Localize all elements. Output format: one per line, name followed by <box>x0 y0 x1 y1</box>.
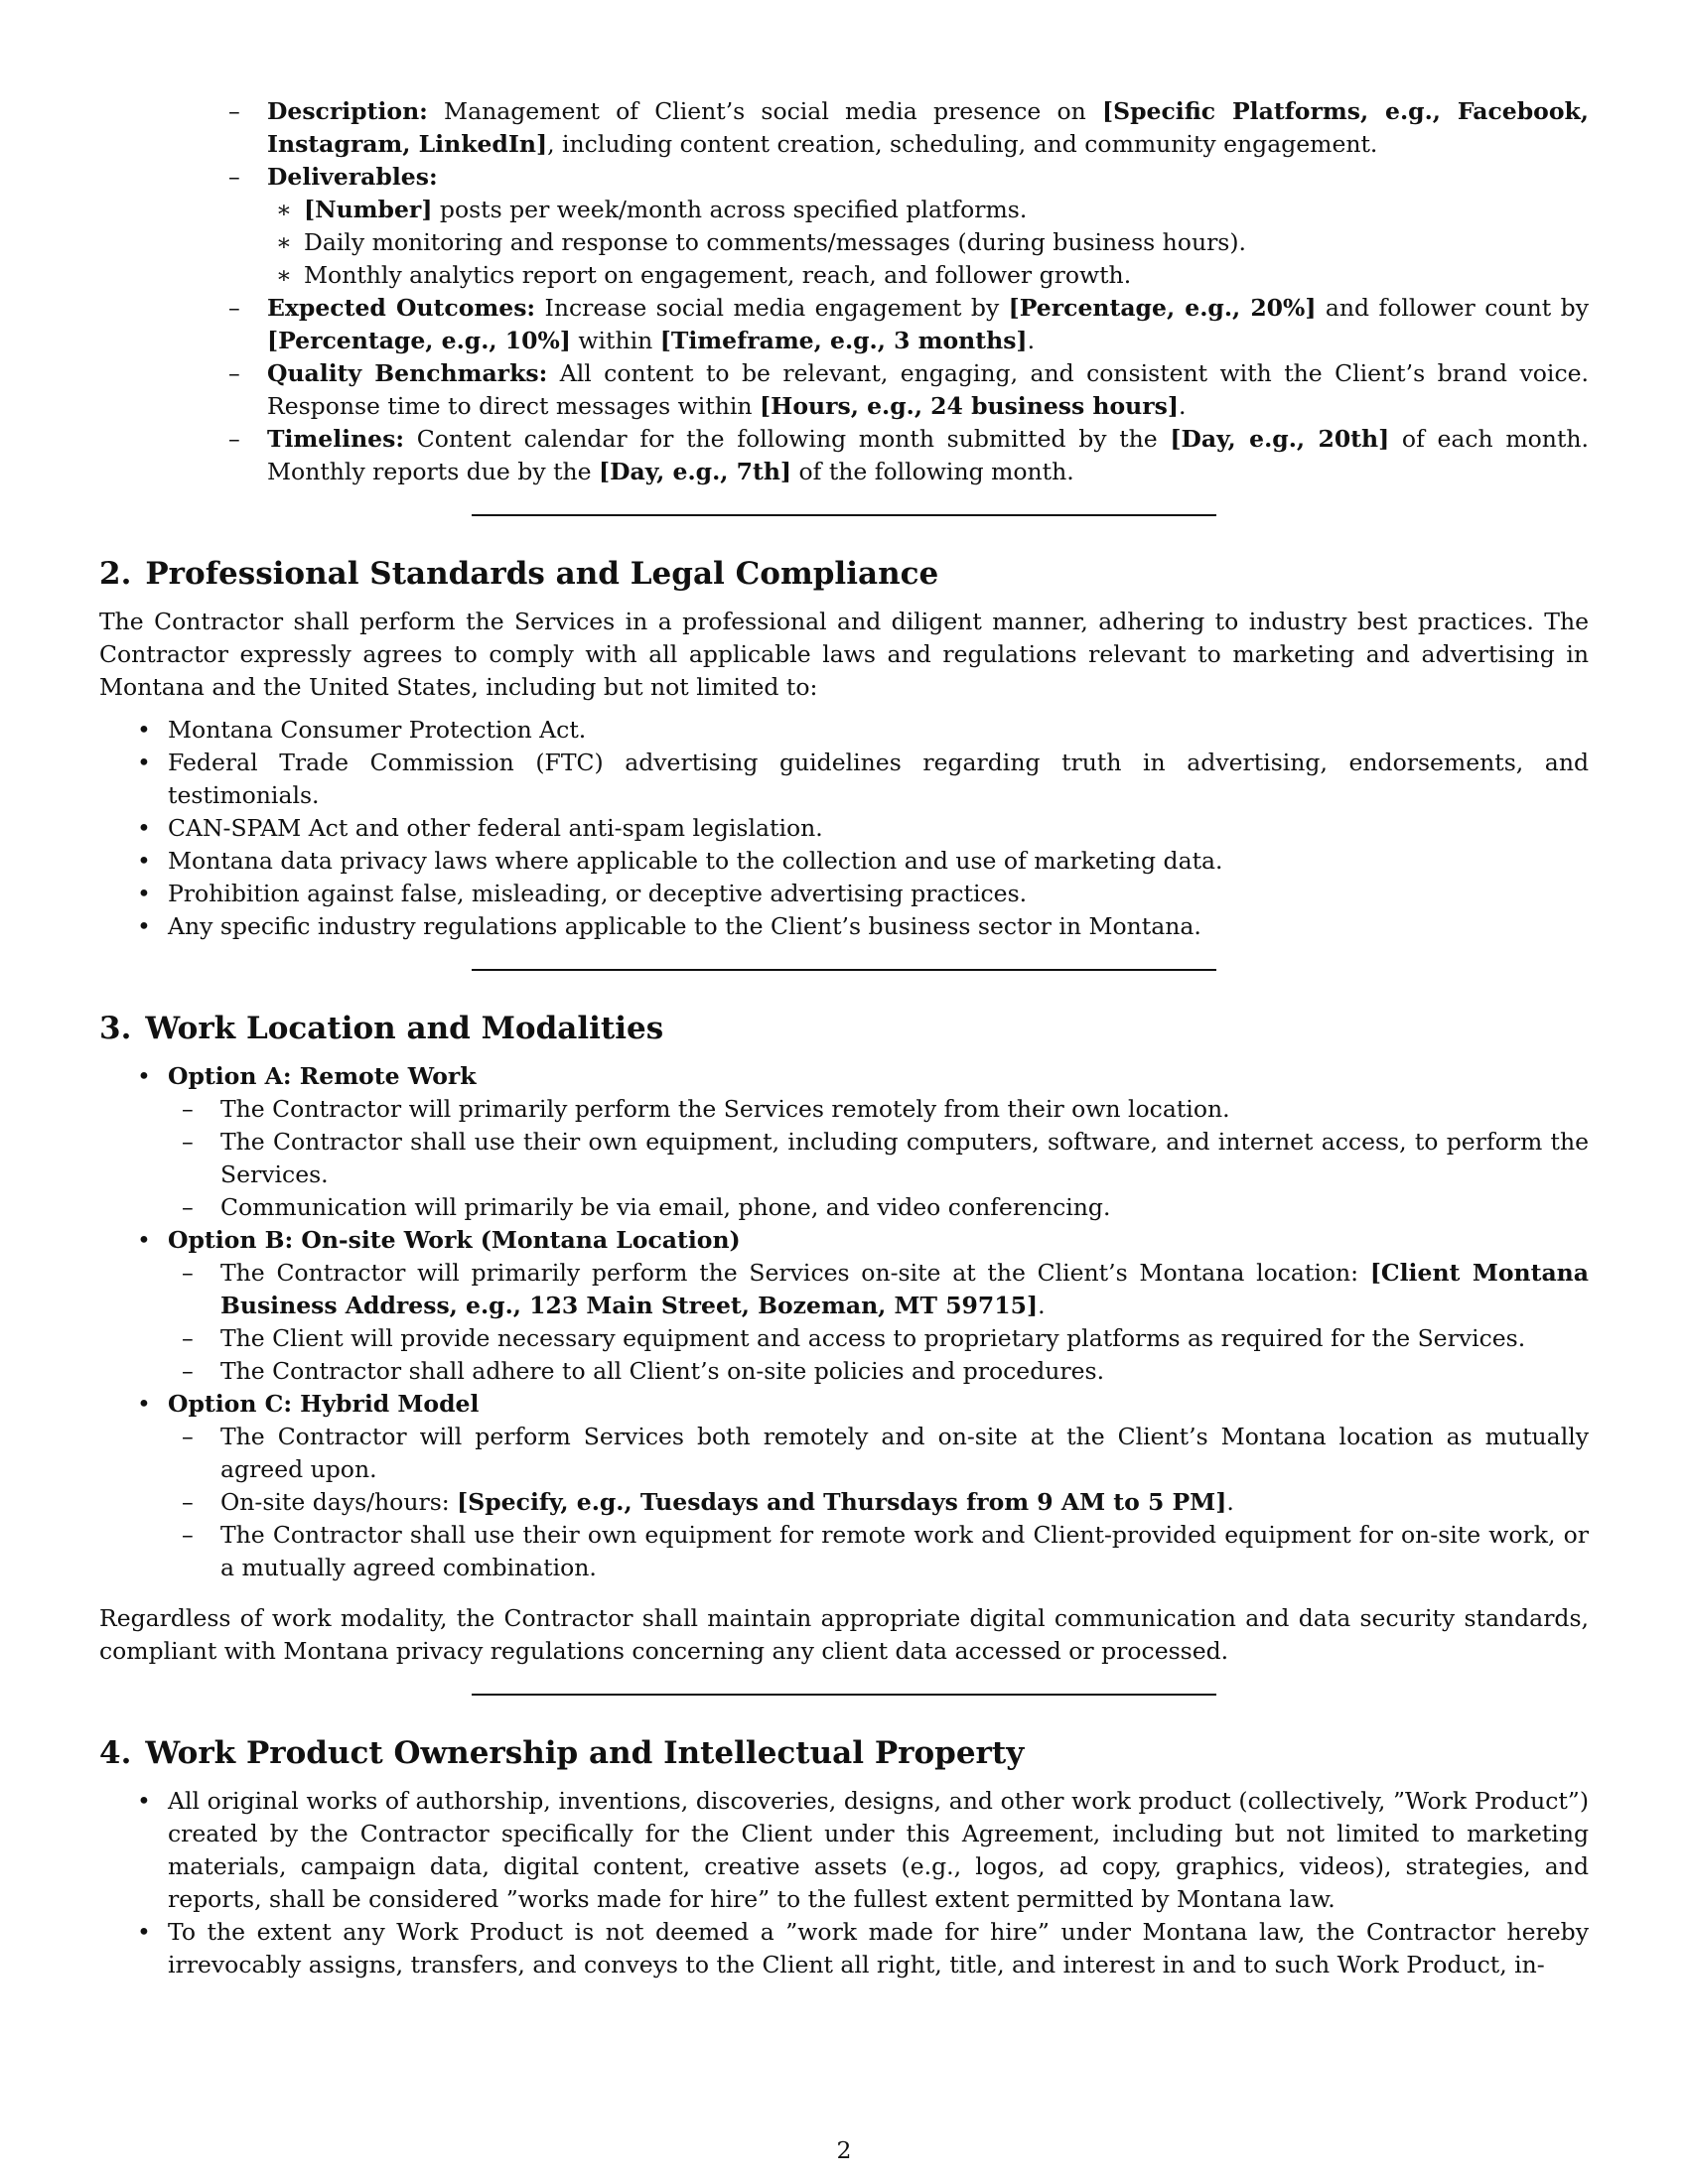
list-item: – The Contractor shall use their own equipment for remote work and Client-provided equipment for on-site work, or a mutually agreed combination. <box>152 1519 1589 1584</box>
option-b-sublist <box>152 1257 1589 1388</box>
list-item: • All original works of authorship, inventions, discoveries, designs, and other work product (collectively, ”Work Product”) created by the Contractor specifically for the Client under this Agreement, including but not limited to marketing materials, campaign data, digital content, creative assets (e.g., logos, ad copy, graphics, videos), strategies, and reports, shall be considered ”works made for hire” to the fullest extent permitted by Montana law. <box>99 1785 1589 1916</box>
list-item: – Communication will primarily be via email, phone, and video conferencing. <box>152 1191 1589 1224</box>
section-heading: 3. Work Location and Modalities <box>99 1011 664 1046</box>
deliverables-sublist <box>251 194 1589 292</box>
ip-list <box>99 1785 1589 1981</box>
page-number: 2 <box>836 2136 852 2164</box>
option-c-item: • Option C: Hybrid Model – The Contractor will perform Services both remotely and on-site at the Client’s Montana location as mutually agreed upon. – On-site days/hours: [Specify, e.g., Tuesdays and Thursdays from 9 AM to 5 PM]. – The Contractor shall use their own equipment for remote work and Client-provided equipment for on-site work, or a mutually agreed combination. <box>99 1388 1589 1584</box>
service-details-list <box>199 95 1589 488</box>
list-item: – The Client will provide necessary equipment and access to proprietary platforms as required for the Services. <box>152 1322 1589 1355</box>
list-item: – The Contractor will primarily perform the Services on-site at the Client’s Montana location: [Client Montana Business Address, e.g., 123 Main Street, Bozeman, MT 59715]. <box>152 1257 1589 1322</box>
list-item: • Montana Consumer Protection Act. <box>99 714 1589 747</box>
compliance-list <box>99 714 1589 943</box>
section-heading: 2. Professional Standards and Legal Compliance <box>99 556 939 592</box>
timelines-item: – Timelines: Content calendar for the following month submitted by the [Day, e.g., 20th] of each month. Monthly reports due by the [Day, e.g., 7th] of the following month. <box>199 423 1589 488</box>
list-item: • Federal Trade Commission (FTC) advertising guidelines regarding truth in advertising, endorsements, and testimonials. <box>99 747 1589 812</box>
section-closing: Regardless of work modality, the Contractor shall maintain appropriate digital communication and data security standards, compliant with Montana privacy regulations concerning any client data accessed or processed. <box>99 1604 1589 1665</box>
option-a-sublist <box>152 1093 1589 1224</box>
section-divider <box>472 969 1216 971</box>
list-item: – The Contractor will primarily perform the Services remotely from their own location. <box>152 1093 1589 1126</box>
section-intro: The Contractor shall perform the Services in a professional and diligent manner, adhering to industry best practices. The Contractor expressly agrees to comply with all applicable laws and regulations relevant to marketing and advertising in Montana and the United States, including but not limited to: <box>99 608 1589 701</box>
list-item: – The Contractor will perform Services both remotely and on-site at the Client’s Montana location as mutually agreed upon. <box>152 1421 1589 1486</box>
list-item: • CAN-SPAM Act and other federal anti-spam legislation. <box>99 812 1589 845</box>
option-c-sublist <box>152 1421 1589 1584</box>
quality-benchmarks-item: – Quality Benchmarks: All content to be relevant, engaging, and consistent with the Client’s brand voice. Response time to direct messages within [Hours, e.g., 24 business hours]. <box>199 357 1589 423</box>
description-item: – Description: Management of Client’s social media presence on [Specific Platforms, e.g., Facebook, Instagram, LinkedIn], including content creation, scheduling, and community engagement. <box>199 95 1589 161</box>
deliverable-item: ∗ Daily monitoring and response to comments/messages (during business hours). <box>251 226 1589 259</box>
list-item: • Any specific industry regulations applicable to the Client’s business sector in Montana. <box>99 910 1589 943</box>
list-item: • To the extent any Work Product is not deemed a ”work made for hire” under Montana law, the Contractor hereby irrevocably assigns, transfers, and conveys to the Client all right, title, and interest in and to such Work Product, in- <box>99 1916 1589 1981</box>
deliverables-item: – Deliverables: ∗ [Number] posts per week/month across specified platforms. ∗ Daily monitoring and response to comments/messages (during business hours). ∗ Monthly analytics report on engagement, reach, and follower growth. <box>199 161 1589 292</box>
option-b-item: • Option B: On-site Work (Montana Location) – The Contractor will primarily perform the Services on-site at the Client’s Montana location: [Client Montana Business Address, e.g., 123 Main Street, Bozeman, MT 59715]. – The Client will provide necessary equipment and access to proprietary platforms as required for the Services. – The Contractor shall adhere to all Client’s on-site policies and procedures. <box>99 1224 1589 1388</box>
list-item: – The Contractor shall adhere to all Client’s on-site policies and procedures. <box>152 1355 1589 1388</box>
section-heading: 4. Work Product Ownership and Intellectual Property <box>99 1735 1025 1771</box>
document-page <box>99 95 1589 1981</box>
work-options-list <box>99 1060 1589 1584</box>
section-divider <box>472 1694 1216 1696</box>
deliverable-item: ∗ Monthly analytics report on engagement, reach, and follower growth. <box>251 259 1589 292</box>
list-item: – The Contractor shall use their own equipment, including computers, software, and internet access, to perform the Services. <box>152 1126 1589 1191</box>
list-item: • Montana data privacy laws where applicable to the collection and use of marketing data. <box>99 845 1589 878</box>
list-item: – On-site days/hours: [Specify, e.g., Tuesdays and Thursdays from 9 AM to 5 PM]. <box>152 1486 1589 1519</box>
expected-outcomes-item: – Expected Outcomes: Increase social media engagement by [Percentage, e.g., 20%] and follower count by [Percentage, e.g., 10%] within [Timeframe, e.g., 3 months]. <box>199 292 1589 357</box>
deliverable-item: ∗ [Number] posts per week/month across specified platforms. <box>251 194 1589 226</box>
option-a-item: • Option A: Remote Work – The Contractor will primarily perform the Services remotely from their own location. – The Contractor shall use their own equipment, including computers, software, and internet access, to perform the Services. – Communication will primarily be via email, phone, and video conferencing. <box>99 1060 1589 1224</box>
list-item: • Prohibition against false, misleading, or deceptive advertising practices. <box>99 878 1589 910</box>
section-divider <box>472 514 1216 516</box>
